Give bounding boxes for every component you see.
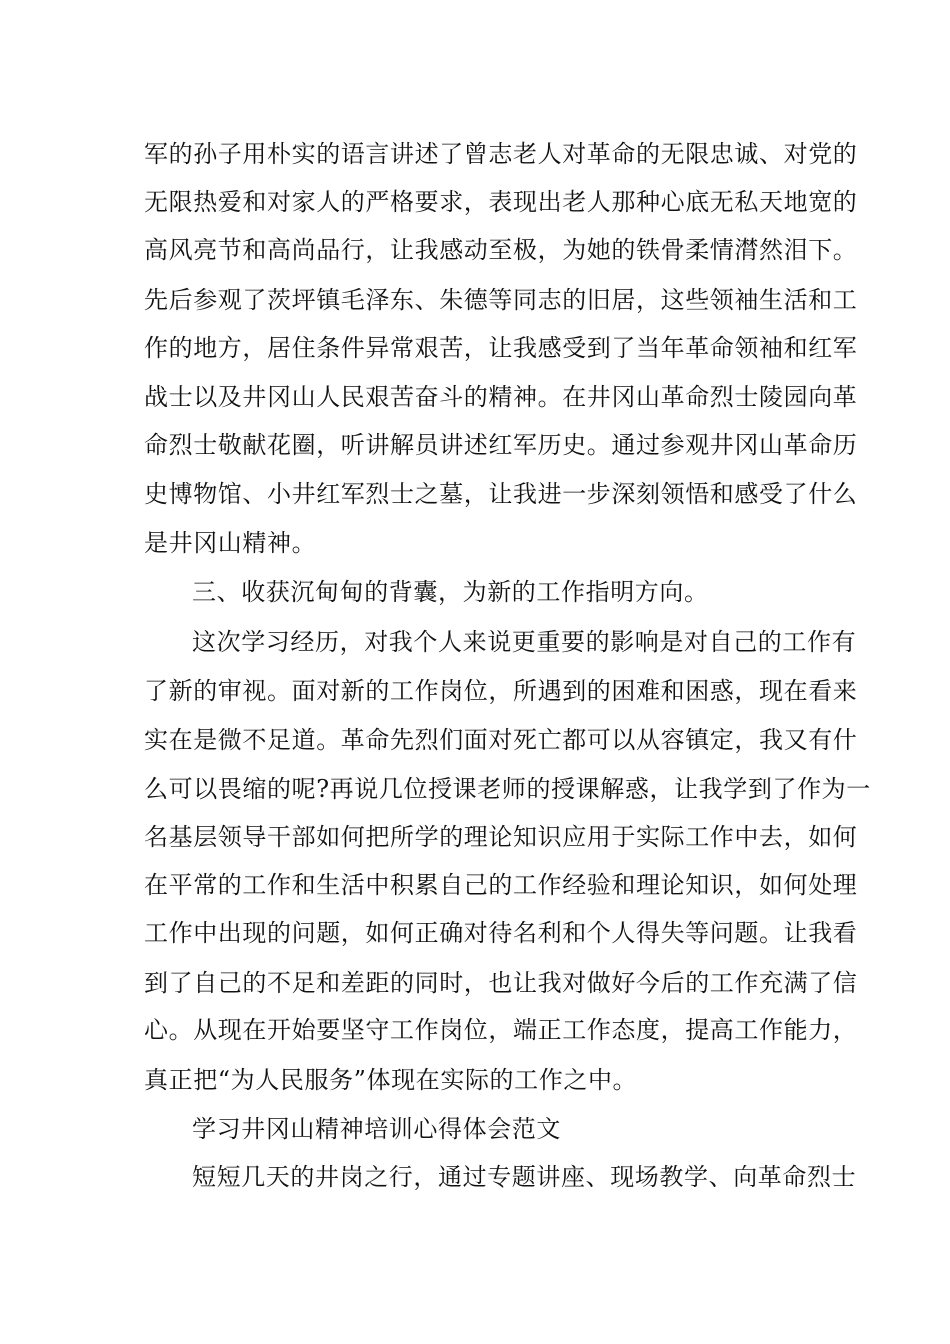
text-line: 真正把“为人民服务”体现在实际的工作之中。 — [144, 1066, 638, 1094]
text-line: 战士以及井冈山人民艰苦奋斗的精神。在井冈山革命烈士陵园向革 — [144, 383, 858, 411]
text-line: 名基层领导干部如何把所学的理论知识应用于实际工作中去，如何 — [144, 823, 858, 851]
text-line: 作的地方，居住条件异常艰苦，让我感受到了当年革命领袖和红军 — [144, 334, 858, 362]
text-line: 史博物馆、小井红军烈士之墓，让我进一步深刻领悟和感受了什么 — [144, 480, 858, 508]
text-line: 这次学习经历，对我个人来说更重要的影响是对自己的工作有 — [192, 628, 857, 656]
text-line: 实在是微不足道。革命先烈们面对死亡都可以从容镇定，我又有什 — [144, 726, 858, 754]
text-line: 到了自己的不足和差距的同时，也让我对做好今后的工作充满了信 — [144, 969, 858, 997]
text-line: 是井冈山精神。 — [144, 529, 317, 557]
text-line: 无限热爱和对家人的严格要求，表现出老人那种心底无私天地宽的 — [144, 188, 858, 216]
section-heading: 三、收获沉甸甸的背囊，为新的工作指明方向。 — [192, 578, 709, 606]
text-line: 了新的审视。面对新的工作岗位，所遇到的困难和困惑，现在看来 — [144, 677, 858, 705]
article-title: 学习井冈山精神培训心得体会范文 — [192, 1115, 561, 1143]
text-line: 短短几天的井岗之行，通过专题讲座、现场教学、向革命烈士 — [192, 1163, 857, 1191]
text-line: 心。从现在开始要坚守工作岗位，端正工作态度，提高工作能力， — [144, 1016, 858, 1044]
text-line: 先后参观了茨坪镇毛泽东、朱德等同志的旧居，这些领袖生活和工 — [144, 286, 858, 314]
text-line: 军的孙子用朴实的语言讲述了曾志老人对革命的无限忠诚、对党的 — [144, 140, 858, 168]
text-line: 么可以畏缩的呢?再说几位授课老师的授课解惑，让我学到了作为一 — [144, 775, 871, 803]
text-line: 命烈士敬献花圈，听讲解员讲述红军历史。通过参观井冈山革命历 — [144, 431, 858, 459]
text-line: 高风亮节和高尚品行，让我感动至极，为她的铁骨柔情潸然泪下。 — [144, 236, 858, 264]
text-line: 在平常的工作和生活中积累自己的工作经验和理论知识，如何处理 — [144, 871, 858, 899]
text-line: 工作中出现的问题，如何正确对待名利和个人得失等问题。让我看 — [144, 919, 858, 947]
